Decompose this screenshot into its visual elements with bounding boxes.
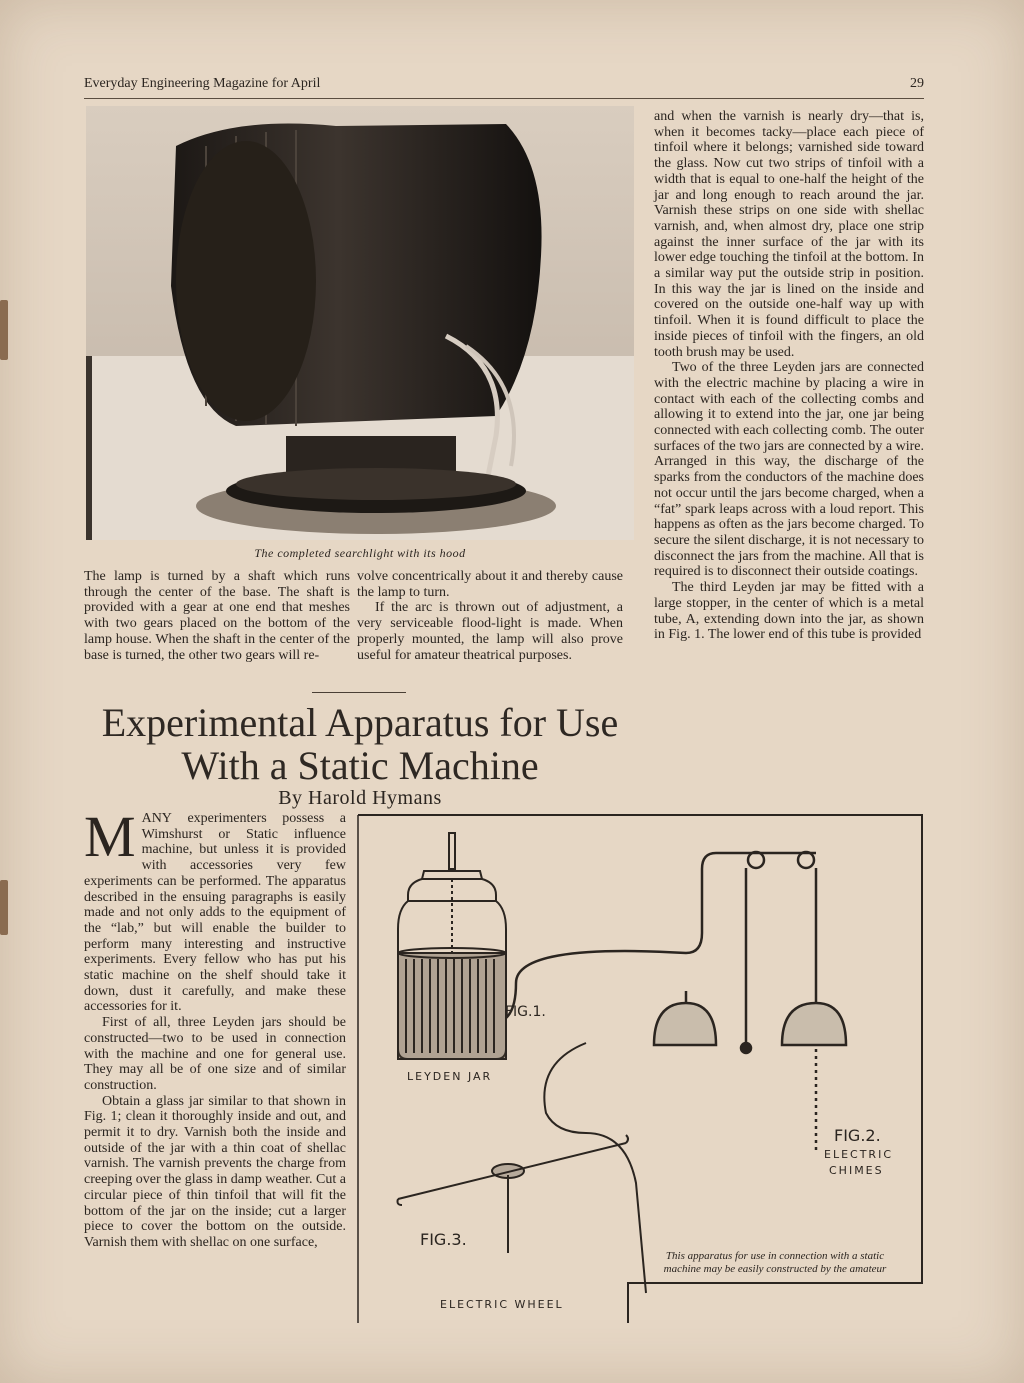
fig-3-name: ELECTRIC WHEEL [440,1298,564,1311]
fig-1-name: LEYDEN JAR [407,1070,493,1083]
page-edge-mark [0,880,8,935]
fig-1-label: FIG.1. [505,1004,546,1020]
leyden-jar-drawing [398,833,506,1059]
text-column-4 [84,804,346,1251]
paragraph: Two of the three Leyden jars are connected with the electric machine by placing a wire in contact with each of the collecting combs and allowing it to extend into the jar, one jar being connected with each collecting comb. The outer surfaces of the two jars are connected by a wire. Arranged in this way, the discharge of the sparks from the conductors of the machine does not occur until the jars become charged, when a “fat” spark leaps across with a loud report. This happens as often as the jars become charged. To secure the silent discharge, it is not necessary to disconnect the jars from the machine. All that is required is to disconnect their outside coatings. [654,360,924,580]
text-column-2 [357,569,623,663]
paragraph: First of all, three Leyden jars should be constructed—two to be used in connection with the machine and one for general use. They may all be of one size and of similar construction. [84,1015,346,1093]
searchlight-photo [86,106,634,540]
photo-caption: The completed searchlight with its hood [254,546,466,560]
page-edge-mark [0,300,8,360]
title-line: With a Static Machine [181,743,539,788]
text-column-3 [654,109,924,643]
fig-2-name-line2: CHIMES [829,1164,884,1177]
paragraph: volve concentrically about it and thereby cause the lamp to turn. [357,569,623,600]
electric-chimes-drawing [506,852,846,1293]
paragraph: If the arc is thrown out of adjustment, a very serviceable flood-light is made. When properly mounted, the lamp will also prove useful for amateur theatrical purposes. [357,600,623,663]
fig-2-name-line1: ELECTRIC [824,1148,893,1161]
paragraph: The lamp is turned by a shaft which runs through the center of the base. The shaft is provided with a gear at one end that meshes with two gears placed on the bottom of the lamp house. When the shaft in the center of the base is turned, the other two gears will re- [84,569,350,663]
lead-in: ANY [141,811,172,826]
running-header [84,76,924,99]
magazine-title: Everyday Engineering Magazine for April [84,76,321,91]
drop-cap: M [84,804,136,869]
figure-caption: This apparatus for use in connection with a static machine may be easily constructed by the amateur [663,1250,887,1275]
article-title [60,701,660,787]
paragraph-text: experimenters possess a Wimshurst or Static influence machine, but unless it is provided with accessories very few experiments can be performed. The apparatus described in the ensuing paragraphs is easily made and not only adds to the equipment of the “lab,” but will enable the builder to perform many interesting and instructive experiments. Every fellow who has put his static machine on the shelf should take it down, dust it carefully, and make these accessories for it. [84,811,346,1015]
paragraph: The third Leyden jar may be fitted with a large stopper, in the center of which is a metal tube, A, extending down into the jar, as shown in Fig. 1. The lower end of this tube is provided [654,580,924,643]
fig-2-label: FIG.2. [834,1126,881,1145]
section-divider [312,692,406,693]
text-column-1 [84,569,350,663]
paragraph: Obtain a glass jar similar to that shown in Fig. 1; clean it thoroughly inside and out, and permit it to dry. Varnish both the inside and outside of the jar with a thin coat of shellac varnish. The varnish prevents the charge from creeping over the glass in damp weather. Cut a circular piece of thin tinfoil that will fit the bottom of the jar on the inside; cut a larger piece to cover the bottom on the outside. Varnish them with shellac on one surface, [84,1093,346,1250]
fig-3-label: FIG.3. [420,1230,467,1249]
paragraph: and when the varnish is nearly dry—that is, when it becomes tacky—place each piece of tinfoil where it belongs; varnished side toward the glass. Now cut two strips of tinfoil with a width that is equal to one-half the height of the jar and long enough to reach around the jar. Varnish these strips on one side with shellac varnish, and, when almost dry, place one strip against the inner surface of the jar with its lower edge touching the tinfoil at the bottom. In a similar way put the outside strip in position. In this way the jar is lined on the inside and covered on the outside one-half way up with tinfoil. When it is found difficult to place the inside pieces of tinfoil with the fingers, an old tooth brush may be used. [654,109,924,360]
page-number: 29 [910,76,924,91]
title-line: Experimental Apparatus for Use [101,700,619,745]
paragraph [84,804,346,1015]
article-byline: By Harold Hymans [278,787,442,809]
